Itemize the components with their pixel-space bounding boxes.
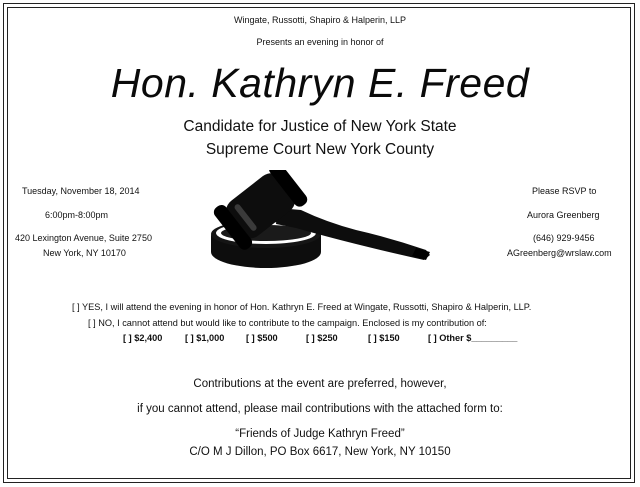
- contributions-note-1: Contributions at the event are preferred, however,: [193, 378, 447, 390]
- presents-line: Presents an evening in honor of: [256, 37, 384, 47]
- amount-option-other[interactable]: [ ] Other $_________: [428, 333, 518, 343]
- rsvp-heading: Please RSVP to: [532, 186, 597, 196]
- no-checkbox-line[interactable]: [ ] NO, I cannot attend but would like to contribute to the campaign. Enclosed is my contribution of:: [88, 318, 487, 328]
- event-address-line-2: New York, NY 10170: [43, 248, 126, 258]
- amount-option[interactable]: [ ] $500: [246, 333, 278, 343]
- yes-checkbox-line[interactable]: [ ] YES, I will attend the evening in honor of Hon. Kathryn E. Freed at Wingate, Russotti, Shapiro & Halperin, LLP.: [72, 302, 532, 312]
- rsvp-name: Aurora Greenberg: [527, 210, 600, 220]
- rsvp-phone: (646) 929-9456: [533, 233, 595, 243]
- event-time: 6:00pm-8:00pm: [45, 210, 109, 220]
- event-address-line-1: 420 Lexington Avenue, Suite 2750: [15, 233, 152, 243]
- candidacy-line-2: Supreme Court New York County: [205, 141, 435, 158]
- payee-name: “Friends of Judge Kathryn Freed”: [235, 428, 405, 440]
- rsvp-email[interactable]: AGreenberg@wrslaw.com: [507, 248, 612, 258]
- gavel-icon: [206, 170, 436, 280]
- candidacy-line-1: Candidate for Justice of New York State: [183, 118, 457, 135]
- amount-option[interactable]: [ ] $150: [368, 333, 400, 343]
- mailing-address: C/O M J Dillon, PO Box 6617, New York, NY 10150: [189, 446, 451, 458]
- amount-option[interactable]: [ ] $2,400: [123, 333, 163, 343]
- firm-name: Wingate, Russotti, Shapiro & Halperin, LLP: [233, 15, 407, 25]
- amount-option[interactable]: [ ] $250: [306, 333, 338, 343]
- event-date: Tuesday, November 18, 2014: [22, 186, 140, 196]
- amount-option[interactable]: [ ] $1,000: [185, 333, 225, 343]
- contributions-note-2: if you cannot attend, please mail contributions with the attached form to:: [137, 403, 503, 415]
- honoree-title: Hon. Kathryn E. Freed: [110, 60, 530, 106]
